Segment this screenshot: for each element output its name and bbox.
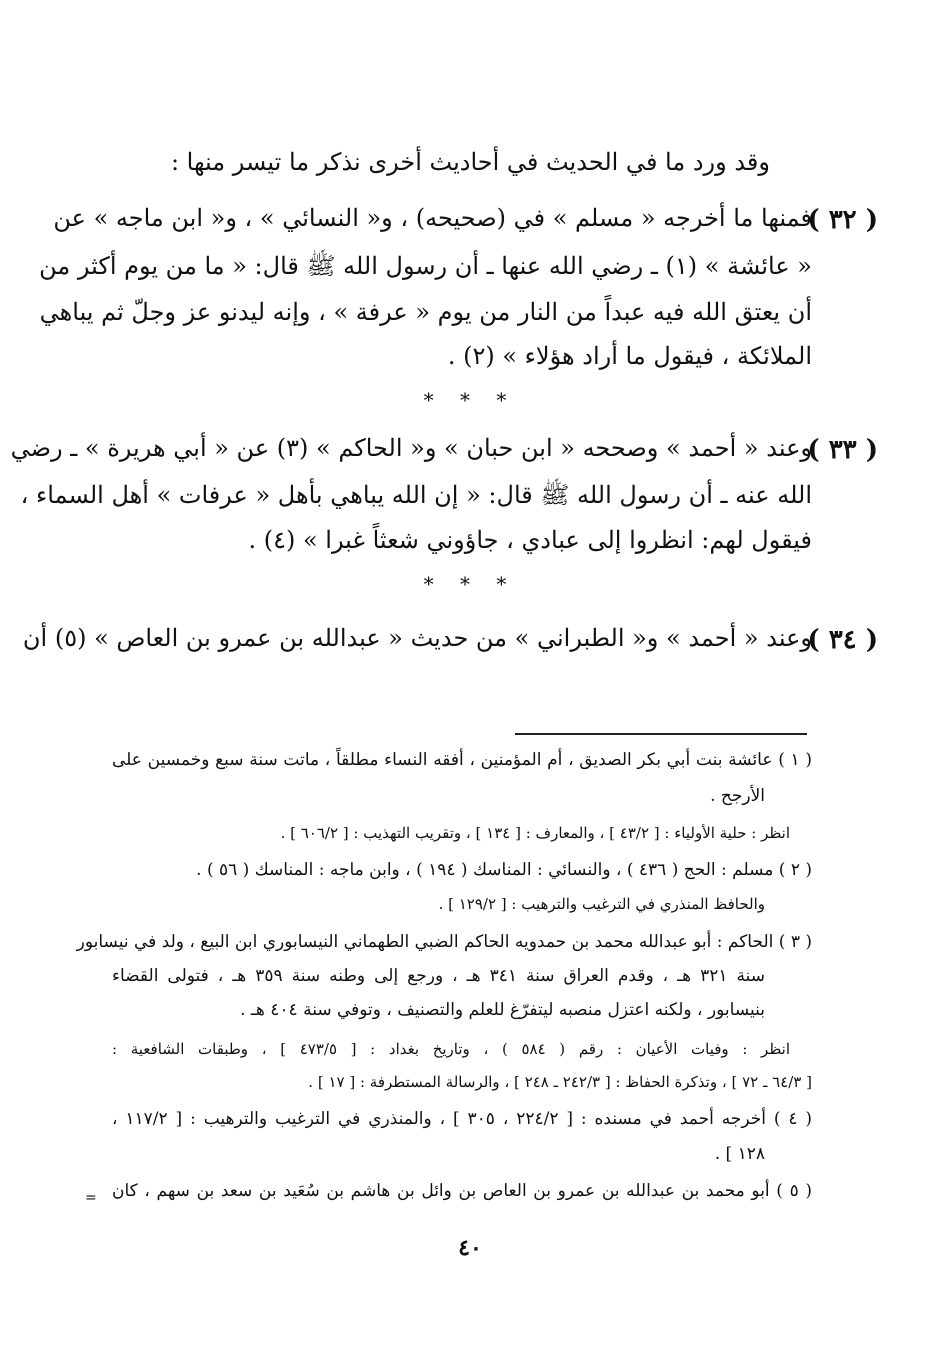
hadith-33-line-3: فيقول لهم: انظروا إلى عبادي ، جاؤوني شعثاً غبرا » (٤) . (248, 526, 812, 554)
hadith-33-number: ( ٣٣ ) (807, 435, 878, 465)
hadith-33-line-2: الله عنه ـ أن رسول الله ﷺ قال: « إن الله يباهي بأهل « عرفات » أهل السماء ، (20, 481, 812, 509)
footnote-3-reference-2: [ ٦٤/٣ ـ ٧٢ ] ، وتذكرة الحفاظ : [ ٢٤٢/٣ ـ ٢٤٨ ] ، والرسالة المستطرفة : [ ١٧ ] . (308, 1073, 812, 1091)
hadith-32-line-4: الملائكة ، فيقول ما أراد هؤلاء » (٢) . (447, 342, 812, 370)
hadith-34-line-1: وعند « أحمد » و« الطبراني » من حديث « عبدالله بن عمرو بن العاص » (٥) أن (22, 624, 812, 652)
section-separator: * * * (423, 388, 517, 412)
hadith-32-line-1: فمنها ما أخرجه « مسلم » في (صحيحه) ، و« النسائي » ، و« ابن ماجه » عن (53, 204, 812, 232)
footnote-3-line-3: بنيسابور ، ولكنه اعتزل منصبه ليتفرّغ للعلم والتصنيف ، وتوفي سنة ٤٠٤ هـ . (240, 1000, 765, 1020)
hadith-32-line-3: أن يعتق الله فيه عبداً من النار من يوم « عرفة » ، وإنه ليدنو عز وجلّ ثم يباهي (39, 298, 812, 326)
hadith-34-number: ( ٣٤ ) (807, 625, 878, 655)
footnote-3-reference-1: انظر : وفيات الأعيان : رقم ( ٥٨٤ ) ، وتاريخ بغداد : [ ٤٧٣/٥ ] ، وطبقات الشافعية : (112, 1040, 790, 1058)
footnote-4-line-2: ١٢٨ ] . (714, 1144, 765, 1164)
footnote-1-line-1: ( ١ ) عائشة بنت أبي بكر الصديق ، أم المؤمنين ، أفقه النساء مطلقاً ، ماتت سنة سبع وخمسين على (112, 750, 812, 770)
intro-line: وقد ورد ما في الحديث في أحاديث أخرى نذكر ما تيسر منها : (170, 148, 770, 176)
footnote-1-reference: انظر : حلية الأولياء : [ ٤٣/٢ ] ، والمعارف : [ ١٣٤ ] ، وتقريب التهذيب : [ ٦٠٦/٢ ] . (280, 824, 790, 842)
footnote-1-line-2: الأرجح . (710, 786, 765, 806)
footnote-divider (515, 733, 807, 735)
footnote-5-line-1: ( ٥ ) أبو محمد بن عبدالله بن عمرو بن العاص بن وائل بن هاشم بن سُعَيد بن سعد بن سهم ، كان (112, 1181, 812, 1201)
footnote-2-line-2: والحافظ المنذري في الترغيب والترهيب : [ ١٢٩/٢ ] . (438, 895, 765, 913)
footnote-4-line-1: ( ٤ ) أخرجه أحمد في مسنده : [ ٢٢٤/٢ ، ٣٠٥ ] ، والمنذري في الترغيب والترهيب : [ ١١٧/٢ ، (112, 1109, 813, 1129)
continuation-mark: = (85, 1190, 97, 1206)
footnote-3-line-2: سنة ٣٢١ هـ ، وقدم العراق سنة ٣٤١ هـ ، ورجع إلى وطنه سنة ٣٥٩ هـ ، فتولى القضاء (112, 966, 765, 986)
hadith-33-line-1: وعند « أحمد » وصححه « ابن حبان » و« الحاكم » (٣) عن « أبي هريرة » ـ رضي (10, 434, 812, 462)
section-separator: * * * (423, 572, 517, 596)
hadith-32-number: ( ٣٢ ) (807, 205, 878, 235)
footnote-3-line-1: ( ٣ ) الحاكم : أبو عبدالله محمد بن حمدويه الحاكم الضبي الطهماني النيسابوري ابن البيع ، ولد في نيسابور (76, 932, 812, 952)
page-number: ٤٠ (458, 1235, 482, 1261)
hadith-32-line-2: « عائشة » (١) ـ رضي الله عنها ـ أن رسول الله ﷺ قال: « ما من يوم أكثر من (39, 252, 812, 280)
footnote-2-line-1: ( ٢ ) مسلم : الحج ( ٤٣٦ ) ، والنسائي : المناسك ( ١٩٤ ) ، وابن ماجه : المناسك ( ٥٦ ) . (196, 860, 812, 880)
